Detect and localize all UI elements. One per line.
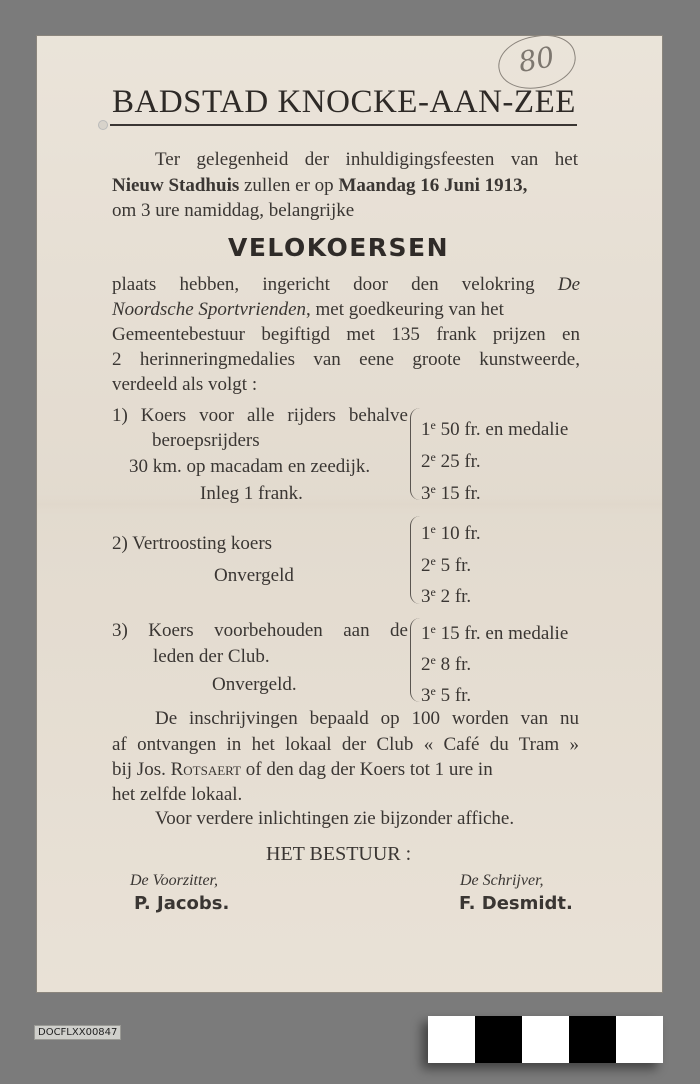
- chairman-role: De Voorzitter,: [130, 872, 218, 889]
- race-2-prize-2: [421, 550, 471, 577]
- calibration-strip: [428, 1016, 663, 1063]
- prize-amount: 2 fr.: [435, 586, 472, 607]
- race-3-line-3: Onvergeld.: [212, 674, 297, 695]
- race-1-line-4: Inleg 1 frank.: [200, 483, 303, 504]
- prize-ordinal: e: [430, 684, 436, 698]
- archive-number: 80: [515, 40, 557, 79]
- prize-place: 1: [421, 419, 431, 440]
- race-2-line-1: 2) Vertroosting koers: [112, 533, 273, 554]
- registration-text: of den dag der Koers tot 1 ure in: [241, 759, 493, 780]
- race-3-prize-3: [421, 680, 471, 707]
- prize-place: 1: [421, 523, 431, 544]
- host-name: Rotsaert: [170, 759, 242, 780]
- prize-ordinal: e: [430, 653, 436, 667]
- body-text: , met goedkeuring van het: [306, 299, 504, 320]
- race-1-prize-1: [421, 414, 568, 441]
- prize-place: 3: [421, 685, 431, 706]
- intro-bold-stadhuis: Nieuw Stadhuis: [112, 175, 240, 196]
- prize-amount: 5 fr.: [435, 555, 472, 576]
- prize-place: 1: [421, 623, 431, 644]
- body-line-2: [112, 299, 580, 321]
- prize-amount: 50 fr. en medalie: [435, 419, 569, 440]
- race-1-line-1: 1) Koers voor alle rijders behalve: [112, 405, 408, 426]
- secretary-role: De Schrijver,: [460, 872, 544, 889]
- body-line-3: Gemeentebestuur begiftigd met 135 frank prijzen en: [112, 324, 580, 345]
- chairman-name: P. Jacobs.: [134, 893, 230, 914]
- prize-amount: 15 fr.: [435, 483, 481, 504]
- prize-brace: [410, 516, 421, 604]
- prize-amount: 25 fr.: [435, 451, 481, 472]
- prize-place: 3: [421, 586, 431, 607]
- prize-brace: [410, 618, 421, 702]
- registration-line-4: het zelfde lokaal.: [112, 784, 243, 805]
- body-text: plaats hebben, ingericht door den velokring: [112, 274, 558, 295]
- section-heading: VELOKOERSEN: [228, 233, 450, 262]
- prize-ordinal: e: [430, 554, 436, 568]
- club-name-italic: Noordsche Sportvrienden: [112, 299, 307, 320]
- race-2-prize-3: [421, 581, 471, 608]
- prize-ordinal: e: [430, 482, 436, 496]
- prize-ordinal: e: [430, 418, 436, 432]
- document-title: BADSTAD KNOCKE-AAN-ZEE: [112, 84, 576, 120]
- intro-bold-date: Maandag 16 Juni 1913,: [338, 175, 528, 196]
- calibration-patch-black: [569, 1016, 616, 1063]
- prize-ordinal: e: [430, 622, 436, 636]
- race-2-prize-1: [421, 518, 481, 545]
- calibration-patch-white: [616, 1016, 663, 1063]
- more-info-line: Voor verdere inlichtingen zie bijzonder affiche.: [155, 808, 515, 829]
- body-line-1: [112, 274, 580, 296]
- calibration-patch-black: [475, 1016, 522, 1063]
- intro-line-2: [112, 175, 578, 197]
- intro-line-3: om 3 ure namiddag, belangrijke: [112, 200, 355, 221]
- race-3-prize-2: [421, 649, 471, 676]
- calibration-patch-white: [522, 1016, 569, 1063]
- body-line-5: verdeeld als volgt :: [112, 374, 258, 395]
- intro-line-1: Ter gelegenheid der inhuldigingsfeesten van het: [155, 149, 578, 170]
- body-line-4: 2 herinneringmedalies van eene groote kunstweerde,: [112, 349, 580, 370]
- prize-amount: 15 fr. en medalie: [435, 623, 569, 644]
- registration-line-3: [112, 759, 579, 781]
- race-3-line-2: leden der Club.: [153, 646, 270, 667]
- prize-amount: 8 fr.: [435, 654, 472, 675]
- race-2-line-2: Onvergeld: [214, 565, 294, 586]
- prize-place: 2: [421, 451, 431, 472]
- registration-text: bij Jos.: [112, 759, 171, 780]
- race-1-prize-2: [421, 446, 481, 473]
- race-1-line-3: 30 km. op macadam en zeedijk.: [129, 456, 371, 477]
- prize-ordinal: e: [430, 450, 436, 464]
- prize-ordinal: e: [430, 585, 436, 599]
- catalog-label: DOCFLXX00847: [34, 1025, 121, 1040]
- race-3-line-1: 3) Koers voorbehouden aan de: [112, 620, 408, 641]
- calibration-patch-white: [428, 1016, 475, 1063]
- race-1-prize-3: [421, 478, 481, 505]
- registration-line-2: af ontvangen in het lokaal der Club « Café du Tram »: [112, 734, 579, 755]
- club-name-italic: De: [557, 274, 580, 295]
- prize-ordinal: e: [430, 522, 436, 536]
- secretary-name: F. Desmidt.: [459, 893, 573, 914]
- registration-line-1: De inschrijvingen bepaald op 100 worden van nu: [155, 708, 579, 729]
- board-title: HET BESTUUR :: [266, 843, 412, 865]
- prize-place: 3: [421, 483, 431, 504]
- title-underline: [110, 124, 577, 126]
- intro-text: zullen er op: [239, 175, 339, 196]
- prize-amount: 5 fr.: [435, 685, 472, 706]
- prize-place: 2: [421, 555, 431, 576]
- punch-hole-mark: [98, 120, 108, 130]
- race-3-prize-1: [421, 618, 568, 645]
- race-1-line-2: beroepsrijders: [152, 430, 260, 451]
- prize-place: 2: [421, 654, 431, 675]
- prize-amount: 10 fr.: [435, 523, 481, 544]
- prize-brace: [410, 408, 421, 500]
